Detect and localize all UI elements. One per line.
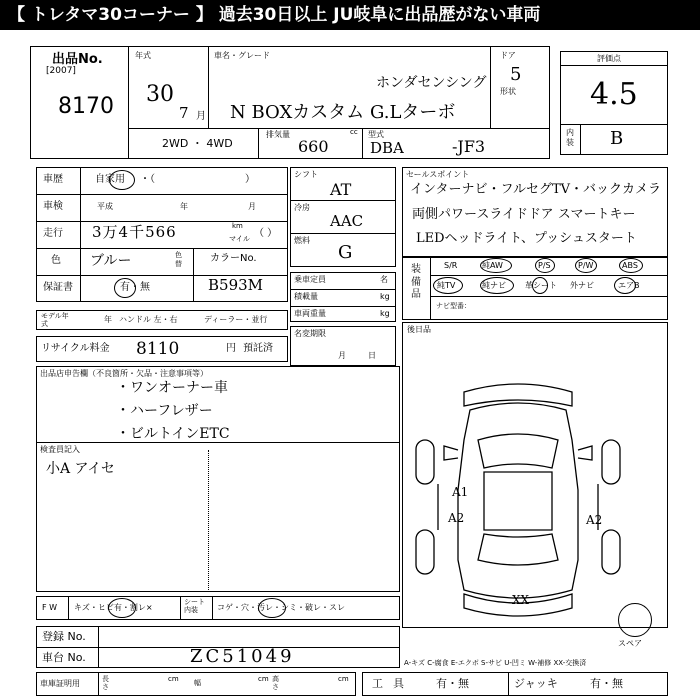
color-no-label: カラーNo.: [210, 253, 257, 264]
jack-label: ジャッキ: [514, 677, 558, 690]
chassis-value: ZC51049: [190, 646, 295, 667]
sales-point-label: セールスポイント: [406, 170, 470, 179]
door-value: 5: [510, 64, 522, 85]
month-unit: 月: [196, 111, 206, 122]
registration-label: 登録 No.: [42, 630, 86, 643]
equip-ps-circle: [535, 258, 555, 273]
damage-mark-xx: XX: [512, 593, 530, 607]
spare-label: スペア: [618, 639, 642, 648]
weight-unit: kg: [380, 309, 390, 318]
spare-tire-icon: [618, 603, 652, 637]
year-label: 年式: [135, 51, 151, 60]
handle-label: ハンドル 左・右: [119, 315, 178, 324]
lot-year-tag: [2007]: [46, 66, 76, 76]
fuel-value: G: [338, 242, 353, 263]
history-paren: ・（ ）: [140, 174, 255, 185]
equip-pw: P/W: [578, 261, 594, 270]
recycle-note: 預託済: [243, 343, 273, 354]
length-label: 長さ: [102, 675, 109, 691]
fw-items: キズ・ヒビ有・割レ×: [74, 603, 153, 612]
width-label: 幅: [194, 679, 201, 687]
car-name-label: 車名・グレード: [214, 51, 270, 60]
warranty-label: 保証書: [43, 282, 73, 293]
drive-label: 2WD ・ 4WD: [162, 137, 233, 150]
score-value: 4.5: [590, 77, 638, 112]
color-value: ブルー: [90, 253, 132, 269]
shape-label: 形状: [500, 87, 516, 96]
seat-items: コゲ・穴・汚レ・シミ・破レ・スレ: [217, 603, 345, 612]
model-prefix: DBA: [370, 139, 404, 157]
car-name-value: N BOXカスタム G.Lターボ: [230, 102, 456, 123]
equip-tv: 純TV: [437, 281, 456, 290]
equip-abs: ABS: [622, 261, 638, 270]
interior-label: 内装: [566, 128, 574, 147]
height-label: 高さ: [272, 675, 279, 691]
recycle-unit: 円: [226, 343, 236, 354]
inspector-notes-value: 小A アイセ: [46, 461, 115, 477]
tools-value: 有・無: [436, 677, 469, 690]
mileage-value: 3万4千566: [92, 223, 177, 241]
equip-pw-circle: [575, 258, 597, 273]
note-item-3: ・ビルトインETC: [116, 426, 230, 442]
equipment-label: 装備品: [411, 264, 421, 300]
ac-value: AAC: [330, 212, 364, 230]
fuel-label: 燃料: [294, 236, 310, 245]
inspection-era: 平成: [97, 202, 113, 211]
equip-leather-mark: [532, 277, 548, 294]
capacity-unit: 名: [380, 275, 388, 284]
history-label: 車歴: [43, 174, 63, 185]
seat-dirt-circle: [258, 598, 286, 618]
mileage-unit-mile: マイル: [229, 235, 250, 243]
width-unit: cm: [258, 675, 269, 683]
door-label: ドア: [500, 51, 516, 60]
after-sale-label: 後日品: [407, 325, 431, 334]
inspector-notes-label: 検査員記入: [40, 445, 80, 454]
shift-label: シフト: [294, 170, 318, 179]
fw-label: F W: [42, 603, 58, 612]
history-circle: [109, 170, 135, 190]
garage-cert-label: 車庫証明用: [40, 679, 80, 688]
equip-leather: 革シート: [525, 281, 557, 290]
inspection-label: 車検: [43, 201, 63, 212]
inspection-year: 年: [180, 202, 188, 211]
inspection-month: 月: [248, 202, 256, 211]
displacement-label: 排気量: [266, 130, 290, 139]
equip-ext-navi: 外ナビ: [570, 281, 594, 290]
car-name-note: ホンダセンシング: [376, 75, 487, 91]
note-item-2: ・ハーフレザー: [116, 403, 213, 419]
lot-number: 8170: [58, 94, 114, 119]
damage-mark-a2-right: A2: [586, 513, 603, 527]
mileage-paren: （ ）: [254, 228, 278, 239]
seat-label: シート内装: [184, 598, 205, 614]
equip-aw-circle: [480, 258, 512, 273]
name-change-label: 名変期限: [294, 329, 326, 338]
jack-value: 有・無: [590, 677, 623, 690]
notes-label: 出品店申告欄（不良箇所・欠品・注意事項等）: [40, 369, 208, 378]
height-unit: cm: [338, 675, 349, 683]
history-value: 自家用: [95, 174, 125, 185]
chassis-label: 車台 No.: [42, 651, 86, 664]
equip-ps: P/S: [538, 261, 551, 270]
tools-label: 工具: [372, 677, 414, 690]
warranty-value: 有・無: [120, 282, 150, 293]
equip-navi-circle: [480, 277, 514, 294]
color-change-label: 色替: [175, 251, 182, 269]
displacement-unit: cc: [350, 128, 358, 136]
color-label: 色: [51, 255, 61, 266]
model-year-label: モデル年式: [41, 312, 69, 328]
model-value: -JF3: [452, 137, 486, 156]
recycle-label: リサイクル料金: [41, 343, 110, 354]
sales-line-2: 両側パワースライドドア スマートキー: [412, 207, 636, 222]
equip-navi: 純ナビ: [482, 281, 506, 290]
interior-value: B: [610, 128, 624, 149]
damage-mark-a1: A1: [452, 485, 469, 499]
fw-crack-circle: [108, 598, 136, 618]
capacity-label: 乗車定員: [294, 275, 326, 284]
warranty-circle: [114, 278, 136, 298]
color-no-value: B593M: [208, 276, 264, 294]
equip-abs-circle: [619, 258, 643, 273]
dealer-label: ディーラー・並行: [204, 315, 268, 324]
recycle-value: 8110: [136, 339, 180, 359]
shift-value: AT: [330, 180, 352, 199]
equip-sr: S/R: [444, 261, 458, 270]
ac-label: 冷房: [294, 203, 310, 212]
remarks-box: [36, 366, 400, 592]
damage-mark-a2-left: A2: [448, 511, 465, 525]
equip-airbag: エアB: [618, 281, 640, 290]
load-unit: kg: [380, 292, 390, 301]
length-unit: cm: [168, 675, 179, 683]
load-label: 積載量: [294, 292, 318, 301]
equip-tv-circle: [433, 277, 463, 294]
note-item-1: ・ワンオーナー車: [116, 380, 228, 396]
displacement-value: 660: [298, 137, 329, 156]
title-banner: 【 トレタマ30コーナー 】 過去30日以上 JU岐阜に出品歴がない車両: [0, 0, 700, 30]
model-label: 型式: [368, 130, 384, 139]
car-damage-diagram: [408, 380, 628, 620]
equip-aw: 純AW: [482, 261, 503, 270]
model-year-unit: 年: [104, 315, 112, 324]
mileage-unit-km: km: [232, 222, 243, 230]
month-value: 7: [179, 104, 189, 122]
sales-line-3: LEDヘッドライト、プッシュスタート: [416, 231, 637, 246]
navi-type-label: ナビ型番：: [436, 302, 471, 310]
score-label: 評価点: [597, 54, 621, 63]
equip-airbag-circle: [614, 277, 636, 294]
year-value: 30: [146, 82, 174, 107]
sales-line-1: インターナビ・フルセグTV・バックカメラ: [410, 182, 662, 197]
weight-label: 車両重量: [294, 309, 326, 318]
mileage-label: 走行: [43, 228, 63, 239]
name-change-unit: 月日: [338, 351, 398, 360]
damage-legend: A-キズ C-腐食 E-エクボ S-サビ U-凹ミ W-補修 XX-交換済: [404, 659, 587, 667]
lot-label: 出品No.: [52, 52, 103, 67]
